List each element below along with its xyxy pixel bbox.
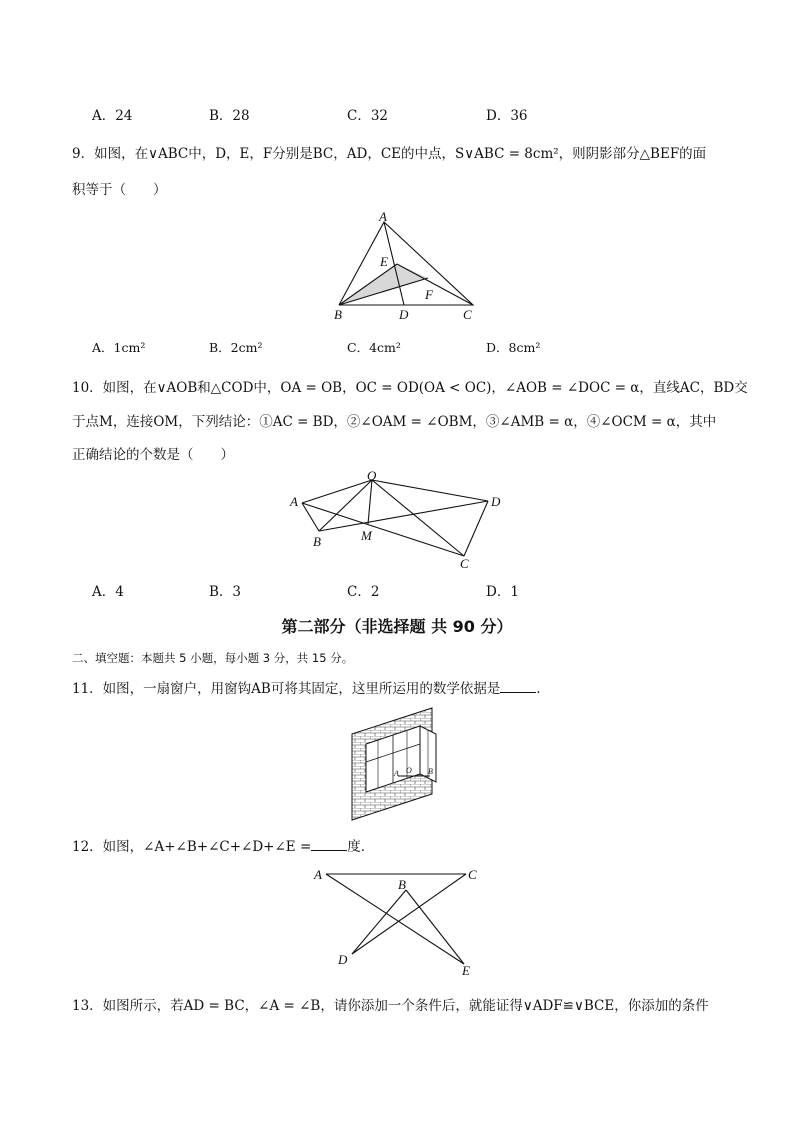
q10-option-c: C．2 bbox=[347, 584, 380, 600]
q10-segment-od bbox=[372, 480, 488, 501]
q10-option-b: B．3 bbox=[209, 584, 242, 600]
q12-segment-ae bbox=[326, 874, 464, 964]
q9-label-f: F bbox=[425, 287, 433, 302]
section2-title: 第二部分（非选择题 共 90 分） bbox=[281, 617, 513, 636]
q9-option-c: C．4cm² bbox=[347, 340, 401, 355]
q11-text bbox=[72, 677, 550, 697]
q8-option-a: A．24 bbox=[92, 108, 133, 124]
q10-text-line1: 10．如图，在∨AOB和△COD中，OA = OB，OC = OD(OA < OC)，∠AOB = ∠DOC = α，直线AC，BD交 bbox=[72, 380, 748, 396]
q12-star-figure bbox=[306, 860, 486, 980]
q12-question: 12．如图，∠A+∠B+∠C+∠D+∠E = bbox=[72, 839, 312, 855]
q10-segment-dc bbox=[464, 501, 488, 556]
q9-label-e: E bbox=[380, 254, 388, 269]
q10-label-c: C bbox=[460, 556, 469, 571]
q11-question: 11．如图，一扇窗户，用窗钩AB可将其固定，这里所运用的数学依据是 bbox=[72, 681, 501, 697]
q12-label-d: D bbox=[338, 952, 348, 967]
q9-triangle-figure bbox=[320, 206, 490, 324]
q9-option-b: B．2cm² bbox=[209, 340, 263, 355]
q8-option-c: C．32 bbox=[347, 108, 389, 124]
q11-answer-blank[interactable] bbox=[500, 680, 536, 693]
q10-option-a: A．4 bbox=[92, 584, 124, 600]
q9-option-d: D．8cm² bbox=[486, 340, 541, 355]
q8-option-d: D．36 bbox=[486, 108, 528, 124]
q10-label-m: M bbox=[361, 528, 372, 543]
q9-label-a: A bbox=[379, 209, 387, 224]
q11-period: ． bbox=[536, 681, 550, 697]
q9-label-b: B bbox=[334, 307, 342, 322]
q11-label-a: A bbox=[394, 769, 399, 778]
q12-label-b: B bbox=[398, 877, 406, 892]
q9-label-d: D bbox=[399, 307, 409, 322]
q9-shaded-bef bbox=[339, 264, 428, 305]
q10-segment-om bbox=[368, 480, 372, 524]
q11-window-figure bbox=[350, 706, 440, 822]
q10-option-d: D．1 bbox=[486, 584, 519, 600]
q10-label-b: B bbox=[313, 534, 321, 549]
q10-label-d: D bbox=[491, 494, 501, 509]
q10-segment-oc bbox=[372, 480, 464, 556]
q10-segment-ao bbox=[302, 480, 372, 503]
fill-in-instructions: 二、填空题：本题共 5 小题，每小题 3 分，共 15 分。 bbox=[72, 651, 354, 665]
q10-text-line2: 于点M，连接OM，下列结论：①AC = BD，②∠OAM = ∠OBM，③∠AMB = α，④∠OCM = α，其中 bbox=[72, 414, 717, 430]
q10-label-o: O bbox=[367, 468, 377, 483]
q11-label-b: B bbox=[428, 767, 433, 776]
q13-text: 13．如图所示，若AD = BC，∠A = ∠B，请你添加一个条件后，就能证得∨ADF≌∨BCE，你添加的条件 bbox=[72, 998, 709, 1014]
q9-text-line1: 9．如图，在∨ABC中，D，E，F分别是BC，AD，CE的中点，S∨ABC = 8cm²，则阴影部分△BEF的面 bbox=[72, 146, 707, 162]
q9-label-c: C bbox=[463, 307, 472, 322]
q12-text bbox=[72, 835, 374, 855]
q8-option-b: B．28 bbox=[209, 108, 250, 124]
q12-segment-cd bbox=[352, 874, 466, 954]
q10-label-a: A bbox=[290, 494, 298, 509]
q12-label-a: A bbox=[314, 867, 322, 882]
q12-label-c: C bbox=[468, 867, 477, 882]
q9-text-line2: 积等于（ ） bbox=[72, 182, 167, 198]
q11-label-o: O bbox=[406, 766, 412, 775]
q12-answer-blank[interactable] bbox=[311, 838, 347, 851]
q12-label-e: E bbox=[462, 963, 470, 978]
q9-option-a: A．1cm² bbox=[92, 340, 146, 355]
q12-segment-be bbox=[406, 890, 464, 964]
q10-figure bbox=[282, 468, 522, 576]
q12-suffix: 度． bbox=[347, 839, 375, 855]
q10-text-line3: 正确结论的个数是（ ） bbox=[72, 447, 234, 463]
